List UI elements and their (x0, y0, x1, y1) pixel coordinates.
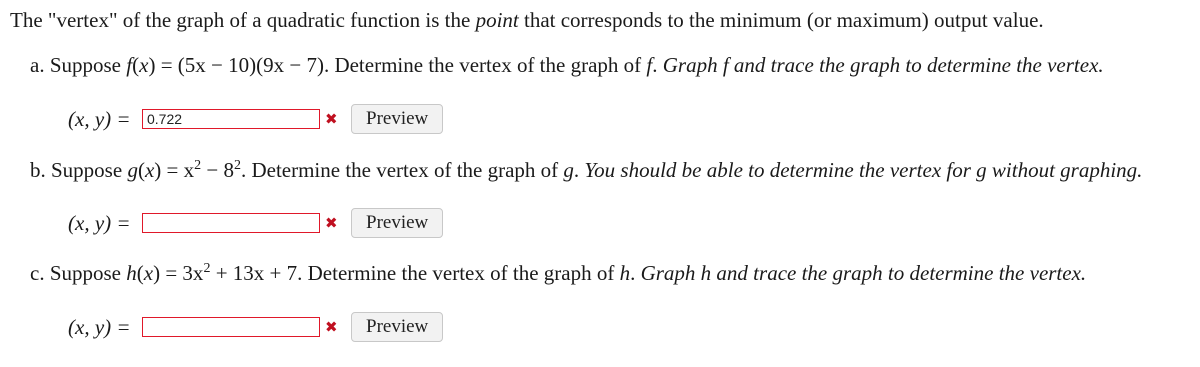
question-a-hint: Graph f and trace the graph to determine the vertex. (662, 53, 1104, 77)
preview-button-c[interactable]: Preview (351, 312, 443, 342)
answer-row-c (68, 312, 443, 342)
answer-b-label: (x, y) = (68, 210, 131, 235)
answer-row-b (68, 208, 443, 238)
incorrect-icon: ✖ (325, 110, 338, 128)
question-c-hint: Graph h and trace the graph to determine the vertex. (640, 261, 1087, 285)
question-b-label: b. (30, 158, 46, 182)
incorrect-icon: ✖ (325, 214, 338, 232)
answer-c-input[interactable] (142, 317, 320, 337)
question-a-label: a. (30, 53, 45, 77)
answer-a-label: (x, y) = (68, 106, 131, 131)
answer-b-input[interactable] (142, 213, 320, 233)
question-c: c. Suppose $h(x) = 3x^2 + 13x + 7$. Determine the vertex of the graph of h. Graph h and trace the graph to determine the vertex. (30, 261, 1087, 285)
question-b: b. Suppose $g(x) = x^2 - 8^2$. Determine the vertex of the graph of g. You should be able to determine the vertex for g without graphing. (30, 158, 1143, 182)
answer-a-input[interactable] (142, 109, 320, 129)
intro-text: The "vertex" of the graph of a quadratic function is the point that corresponds to the minimum (or maximum) output value. (10, 8, 1044, 32)
answer-c-label: (x, y) = (68, 314, 131, 339)
answer-row-a (68, 104, 443, 134)
preview-button-a[interactable]: Preview (351, 104, 443, 134)
question-c-label: c. (30, 261, 45, 285)
preview-button-b[interactable]: Preview (351, 208, 443, 238)
incorrect-icon: ✖ (325, 318, 338, 336)
intro-emphasis: point (475, 8, 519, 32)
question-a: a. Suppose f(x) = (5x − 10)(9x − 7). Determine the vertex of the graph of f. Graph f and trace the graph to determine the vertex. (30, 53, 1104, 77)
question-b-hint: You should be able to determine the vertex for g without graphing. (584, 158, 1143, 182)
